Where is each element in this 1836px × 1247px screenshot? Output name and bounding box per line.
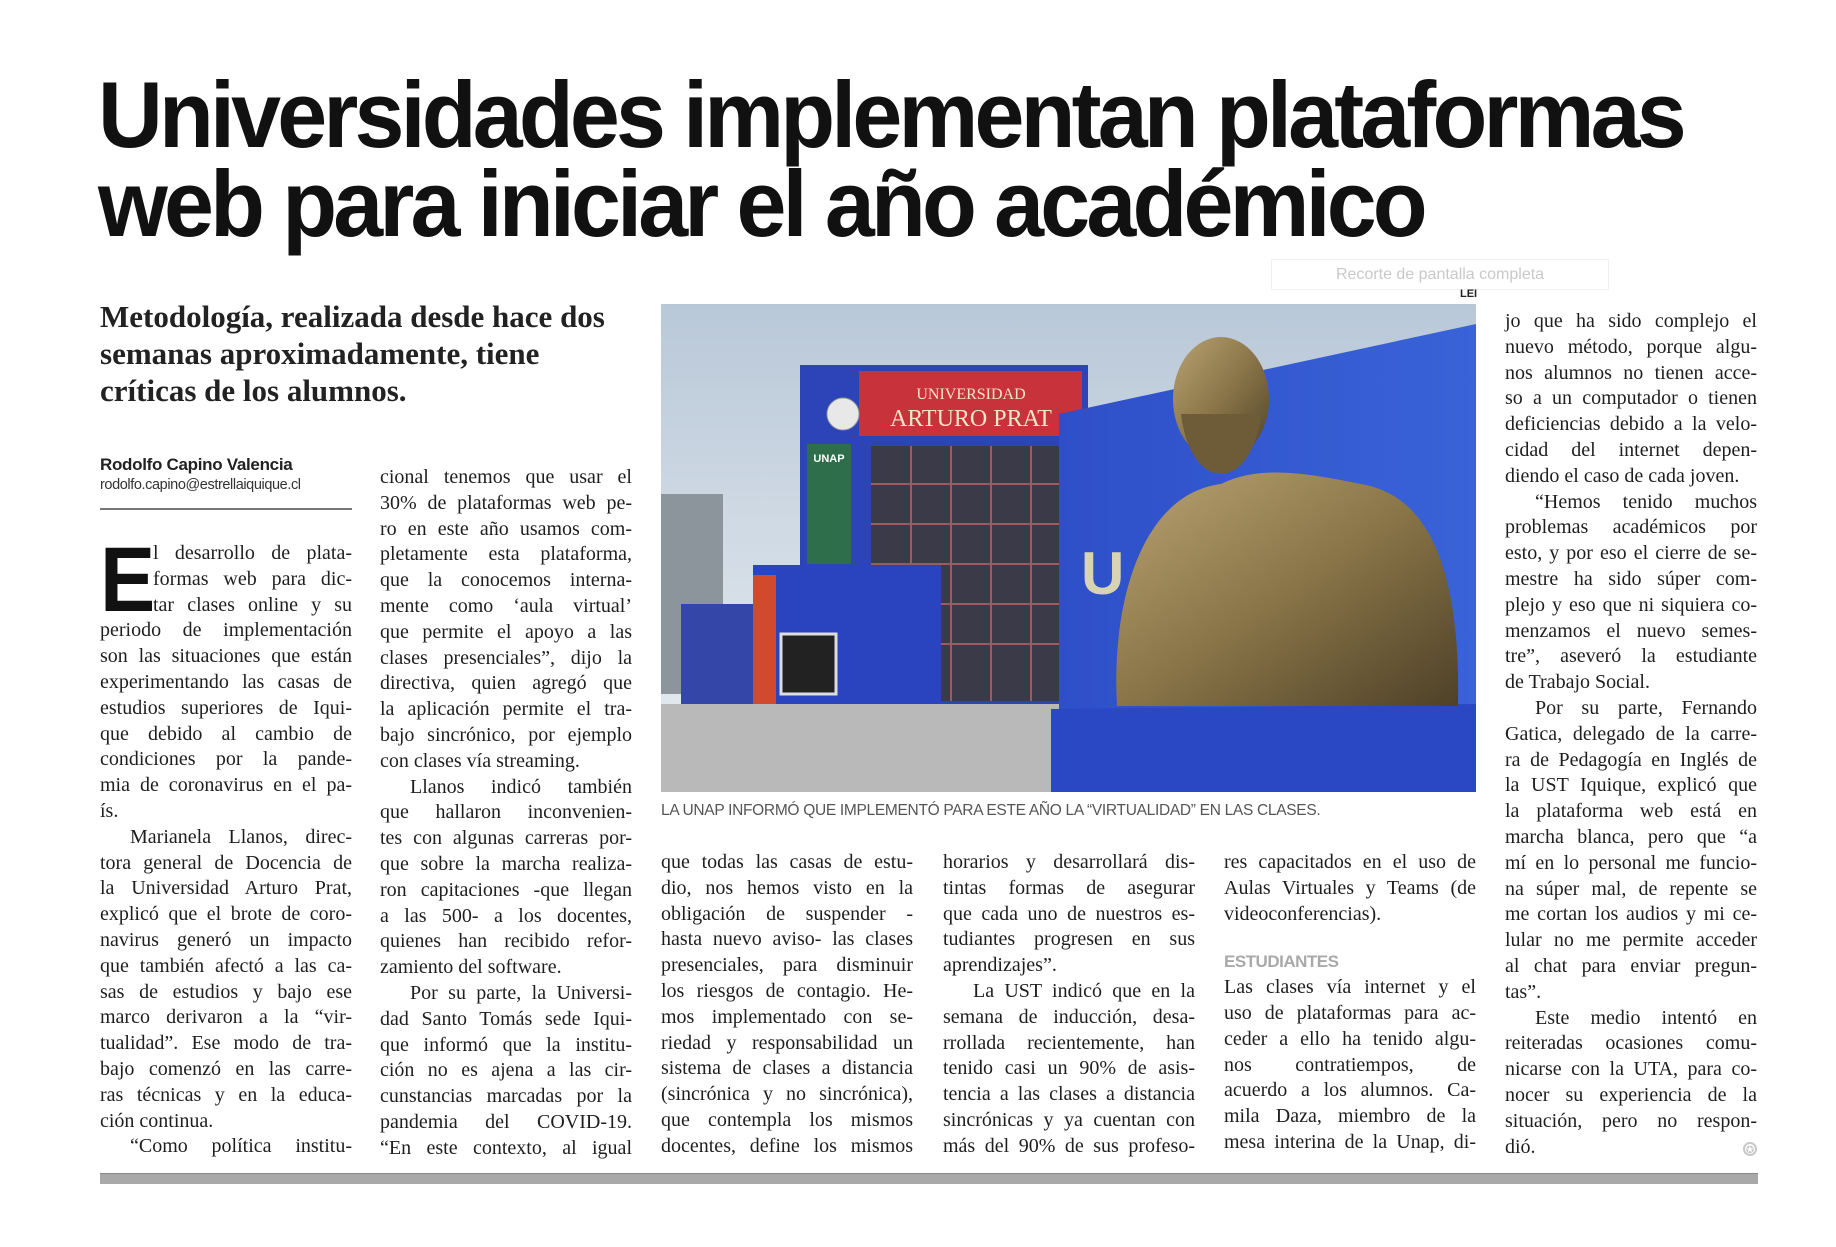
university-building-photo — [661, 304, 1476, 792]
text-line: bajo sincrónico, por ejemplo — [380, 723, 632, 746]
text-line: ción continua. — [100, 1109, 214, 1132]
text-line: mestre ha sido súper com- — [1505, 567, 1757, 590]
text-line: que todas las casas de estu- — [661, 851, 913, 873]
text-line: tenido casi un 90% de asis- — [943, 1057, 1195, 1080]
text-line: 30% de plataformas web pe- — [380, 491, 632, 514]
headline — [98, 62, 1683, 256]
text-line: tar clases online y su — [153, 593, 352, 616]
text-line: navirus generó un impacto — [100, 928, 352, 951]
text-line: que hallaron inconvenien- — [380, 801, 632, 824]
text-line: (sincrónica y no sincrónica), — [661, 1083, 913, 1106]
text-line: que permite el apoyo a las — [380, 620, 632, 643]
text-line: Llanos indicó también — [410, 775, 632, 798]
text-line: explicó que el brote de coro- — [100, 903, 352, 926]
text-line: cidad del internet depen- — [1505, 438, 1757, 461]
text-line: que sobre la marcha realiza- — [380, 852, 632, 875]
text-line: tre”, aseveró la estudiante — [1505, 645, 1757, 668]
text-line: “En este contexto, al igual — [380, 1136, 632, 1159]
text-line: reiteradas ocasiones comu- — [1505, 1032, 1757, 1055]
text-line: mila Daza, miembro de la — [1224, 1105, 1476, 1128]
text-line: problemas académicos por — [1505, 516, 1757, 539]
text-line: docentes, define los mismos — [661, 1134, 913, 1157]
text-line: condiciones por la pande- — [100, 748, 352, 771]
text-line: tualidad”. Ese modo de tra- — [100, 1032, 352, 1055]
text-line: presenciales, para disminuir — [661, 954, 913, 977]
text-line: acuerdo a los alumnos. Ca- — [1224, 1079, 1476, 1102]
text-line: videoconferencias). — [1224, 902, 1382, 925]
article-column-1 — [100, 529, 352, 1160]
text-line: marcha blanca, pero que “a — [1505, 825, 1757, 848]
text-line: sincrónicas y ya cuentan con — [943, 1108, 1195, 1131]
text-line: la UST Iquique, explicó que — [1505, 774, 1757, 797]
text-line: que informó que la institu- — [380, 1033, 632, 1056]
text-line: riedad y responsabilidad un — [661, 1031, 913, 1054]
text-line: tas”. — [1505, 980, 1542, 1003]
sign-text-line-2: ARTURO PRAT — [890, 406, 1052, 432]
article-column-5 — [1224, 850, 1476, 1156]
article-column-4 — [943, 850, 1195, 1160]
text-line: l desarrollo de plata- — [153, 542, 352, 564]
text-line: “Hemos tenido muchos — [1535, 490, 1757, 513]
text-line: rrollada recientemente, han — [943, 1031, 1195, 1054]
text-line: nos alumnos no tienen acce- — [1505, 361, 1757, 384]
text-line: dad Santo Tomás sede Iqui- — [380, 1007, 632, 1030]
text-line: ción no es ajena a las cir- — [380, 1059, 632, 1082]
text-line: nos contratiempos, de — [1224, 1053, 1476, 1076]
text-line: so a un computador o tienen — [1505, 387, 1757, 410]
text-line: ras técnicas y en la educa- — [100, 1083, 352, 1106]
text-line: dió. — [1505, 1135, 1536, 1158]
text-line: más del 90% de sus profeso- — [943, 1134, 1195, 1157]
text-line: tora general de Docencia de — [100, 851, 352, 874]
text-line: cional tenemos que usar el — [380, 466, 632, 488]
author-email[interactable]: rodolfo.capino@estrellaiquique.cl — [100, 477, 301, 493]
text-line: diendo el caso de cada joven. — [1505, 464, 1740, 487]
wall-letter: U — [1081, 540, 1125, 607]
text-line: que cada uno de nuestros es- — [943, 902, 1195, 925]
text-line: sas de estudios y bajo ese — [100, 980, 352, 1003]
text-line: mí en lo personal me funcio- — [1505, 851, 1757, 874]
text-line: nicarse con la UTA, para co- — [1505, 1058, 1757, 1081]
text-line: los riesgos de contagio. He- — [661, 979, 913, 1002]
text-line: bajo comenzó en las carre- — [100, 1057, 352, 1080]
headline-line-1: Universidades implementan plataformas — [98, 62, 1683, 167]
text-line: res capacitados en el uso de — [1224, 851, 1476, 873]
author-name: Rodolfo Capino Valencia — [100, 455, 293, 474]
bottom-rule — [100, 1173, 1758, 1184]
drop-cap: E — [100, 529, 156, 631]
text-line: mesa interina de la Unap, di- — [1224, 1130, 1476, 1153]
text-line: ron capitaciones -que llegan — [380, 878, 632, 901]
text-line: quienes han recibido refor- — [380, 930, 632, 953]
photo-caption: LA UNAP INFORMÓ QUE IMPLEMENTÓ PARA ESTE AÑO LA “VIRTUALIDAD” EN LAS CLASES. — [661, 802, 1321, 819]
text-line: de Trabajo Social. — [1505, 671, 1650, 694]
text-line: Este medio intentó en — [1535, 1006, 1757, 1029]
text-line: estudios superiores de Iqui- — [100, 696, 352, 719]
text-line: “Como política institu- — [130, 1135, 352, 1158]
article-column-3 — [661, 850, 913, 1160]
text-line: con clases vía streaming. — [380, 749, 580, 772]
text-line: Las clases vía internet y el — [1224, 976, 1476, 999]
text-line: Por su parte, Fernando — [1535, 696, 1757, 719]
text-line: que también afectó a las ca- — [100, 954, 352, 977]
text-line: me cortan los audios y mi ce- — [1505, 903, 1757, 926]
text-line: experimentando las casas de — [100, 670, 352, 693]
text-line: na súper mal, de repente se — [1505, 877, 1757, 900]
text-line: jo que ha sido complejo el — [1505, 310, 1757, 332]
text-line: la aplicación permite el tra- — [380, 698, 632, 721]
headline-line-2: web para iniciar el año académico — [98, 151, 1424, 256]
text-line: la plataforma web está en — [1505, 800, 1757, 823]
section-heading: ESTUDIANTES — [1224, 952, 1339, 972]
text-line: obligación de suspender - — [661, 902, 913, 925]
end-of-article-icon: ✪ — [1743, 1142, 1757, 1156]
text-line: son las situaciones que están — [100, 645, 352, 668]
text-line: al chat para enviar pregun- — [1505, 954, 1757, 977]
subheadline: Metodología, realizada desde hace dos semanas aproximadamente, tiene críticas de los alumnos. — [100, 299, 605, 408]
text-line: ceder a ello ha tenido algu- — [1224, 1027, 1476, 1050]
text-line: directiva, quien agregó que — [380, 672, 632, 695]
text-line: La UST indicó que en la — [973, 979, 1195, 1002]
text-line: nuevo método, porque algu- — [1505, 335, 1757, 358]
text-line: Marianela Llanos, direc- — [130, 825, 352, 848]
text-line: dio, nos hemos visto en la — [661, 876, 913, 899]
text-line: formas web para dic- — [153, 567, 352, 590]
text-line: la Universidad Arturo Prat, — [100, 877, 352, 900]
text-line: deficiencias debido a la velo- — [1505, 413, 1757, 436]
text-line: tudiantes progresen en sus — [943, 928, 1195, 951]
text-line: marco derivaron a la “vir- — [100, 1006, 352, 1029]
text-line: ra de Pedagogía en Inglés de — [1505, 748, 1757, 771]
text-line: ís. — [100, 799, 119, 822]
text-line: a las 500- a los docentes, — [380, 904, 632, 927]
byline — [100, 455, 352, 493]
text-line: horarios y desarrollará dis- — [943, 851, 1195, 873]
text-line: que contempla los mismos — [661, 1108, 913, 1131]
byline-divider — [100, 508, 352, 510]
text-line: mos implementado con se- — [661, 1005, 913, 1028]
text-line: pletamente esta plataforma, — [380, 543, 632, 566]
text-line: ro en este año usamos com- — [380, 517, 632, 540]
text-line: menzamos el nuevo semes- — [1505, 619, 1757, 642]
text-line: situación, pero no respon- — [1505, 1109, 1757, 1132]
text-line: lular no me permite acceder — [1505, 929, 1757, 952]
text-line: Por su parte, la Universi- — [410, 981, 632, 1004]
text-line: mia de coronavirus en el pa- — [100, 774, 352, 797]
text-line: Aulas Virtuales y Teams (de — [1224, 876, 1476, 899]
text-line: mente como ‘aula virtual’ — [380, 594, 632, 617]
banner-text: UNAP — [813, 453, 845, 465]
screenshot-tool-overlay: Recorte de pantalla completa — [1271, 259, 1609, 290]
article-column-6 — [1505, 309, 1757, 1160]
text-line: Gatica, delegado de la carre- — [1505, 722, 1757, 745]
article-photo — [661, 304, 1476, 792]
article-column-2 — [380, 465, 632, 1162]
text-line: periodo de implementación — [100, 619, 352, 642]
text-line: esto, y por eso el cierre de se- — [1505, 542, 1757, 565]
text-line: que la conocemos interna- — [380, 569, 632, 592]
text-line: zamiento del software. — [380, 956, 562, 979]
text-line: pandemia del COVID-19. — [380, 1110, 632, 1133]
text-line: sistema de clases a distancia — [661, 1057, 913, 1080]
sign-text-line-1: UNIVERSIDAD — [916, 386, 1026, 403]
text-line: plejo y eso que ni siquiera co- — [1505, 593, 1757, 616]
text-line: uso de plataformas para ac- — [1224, 1001, 1476, 1024]
text-line: nocer su experiencia de la — [1505, 1083, 1757, 1106]
text-line: aprendizajes”. — [943, 954, 1057, 977]
text-line: hasta nuevo aviso- las clases — [661, 928, 913, 951]
text-line: tes con algunas carreras por- — [380, 827, 632, 850]
text-line: que debido al cambio de — [100, 722, 352, 745]
photo-credit: LEI — [1460, 288, 1478, 300]
text-line: clases presenciales”, dijo la — [380, 646, 632, 669]
text-line: tintas formas de asegurar — [943, 876, 1195, 899]
text-line: tencia a las clases a distancia — [943, 1083, 1195, 1106]
text-line: cunstancias marcadas por la — [380, 1085, 632, 1108]
text-line: semana de inducción, desa- — [943, 1005, 1195, 1028]
